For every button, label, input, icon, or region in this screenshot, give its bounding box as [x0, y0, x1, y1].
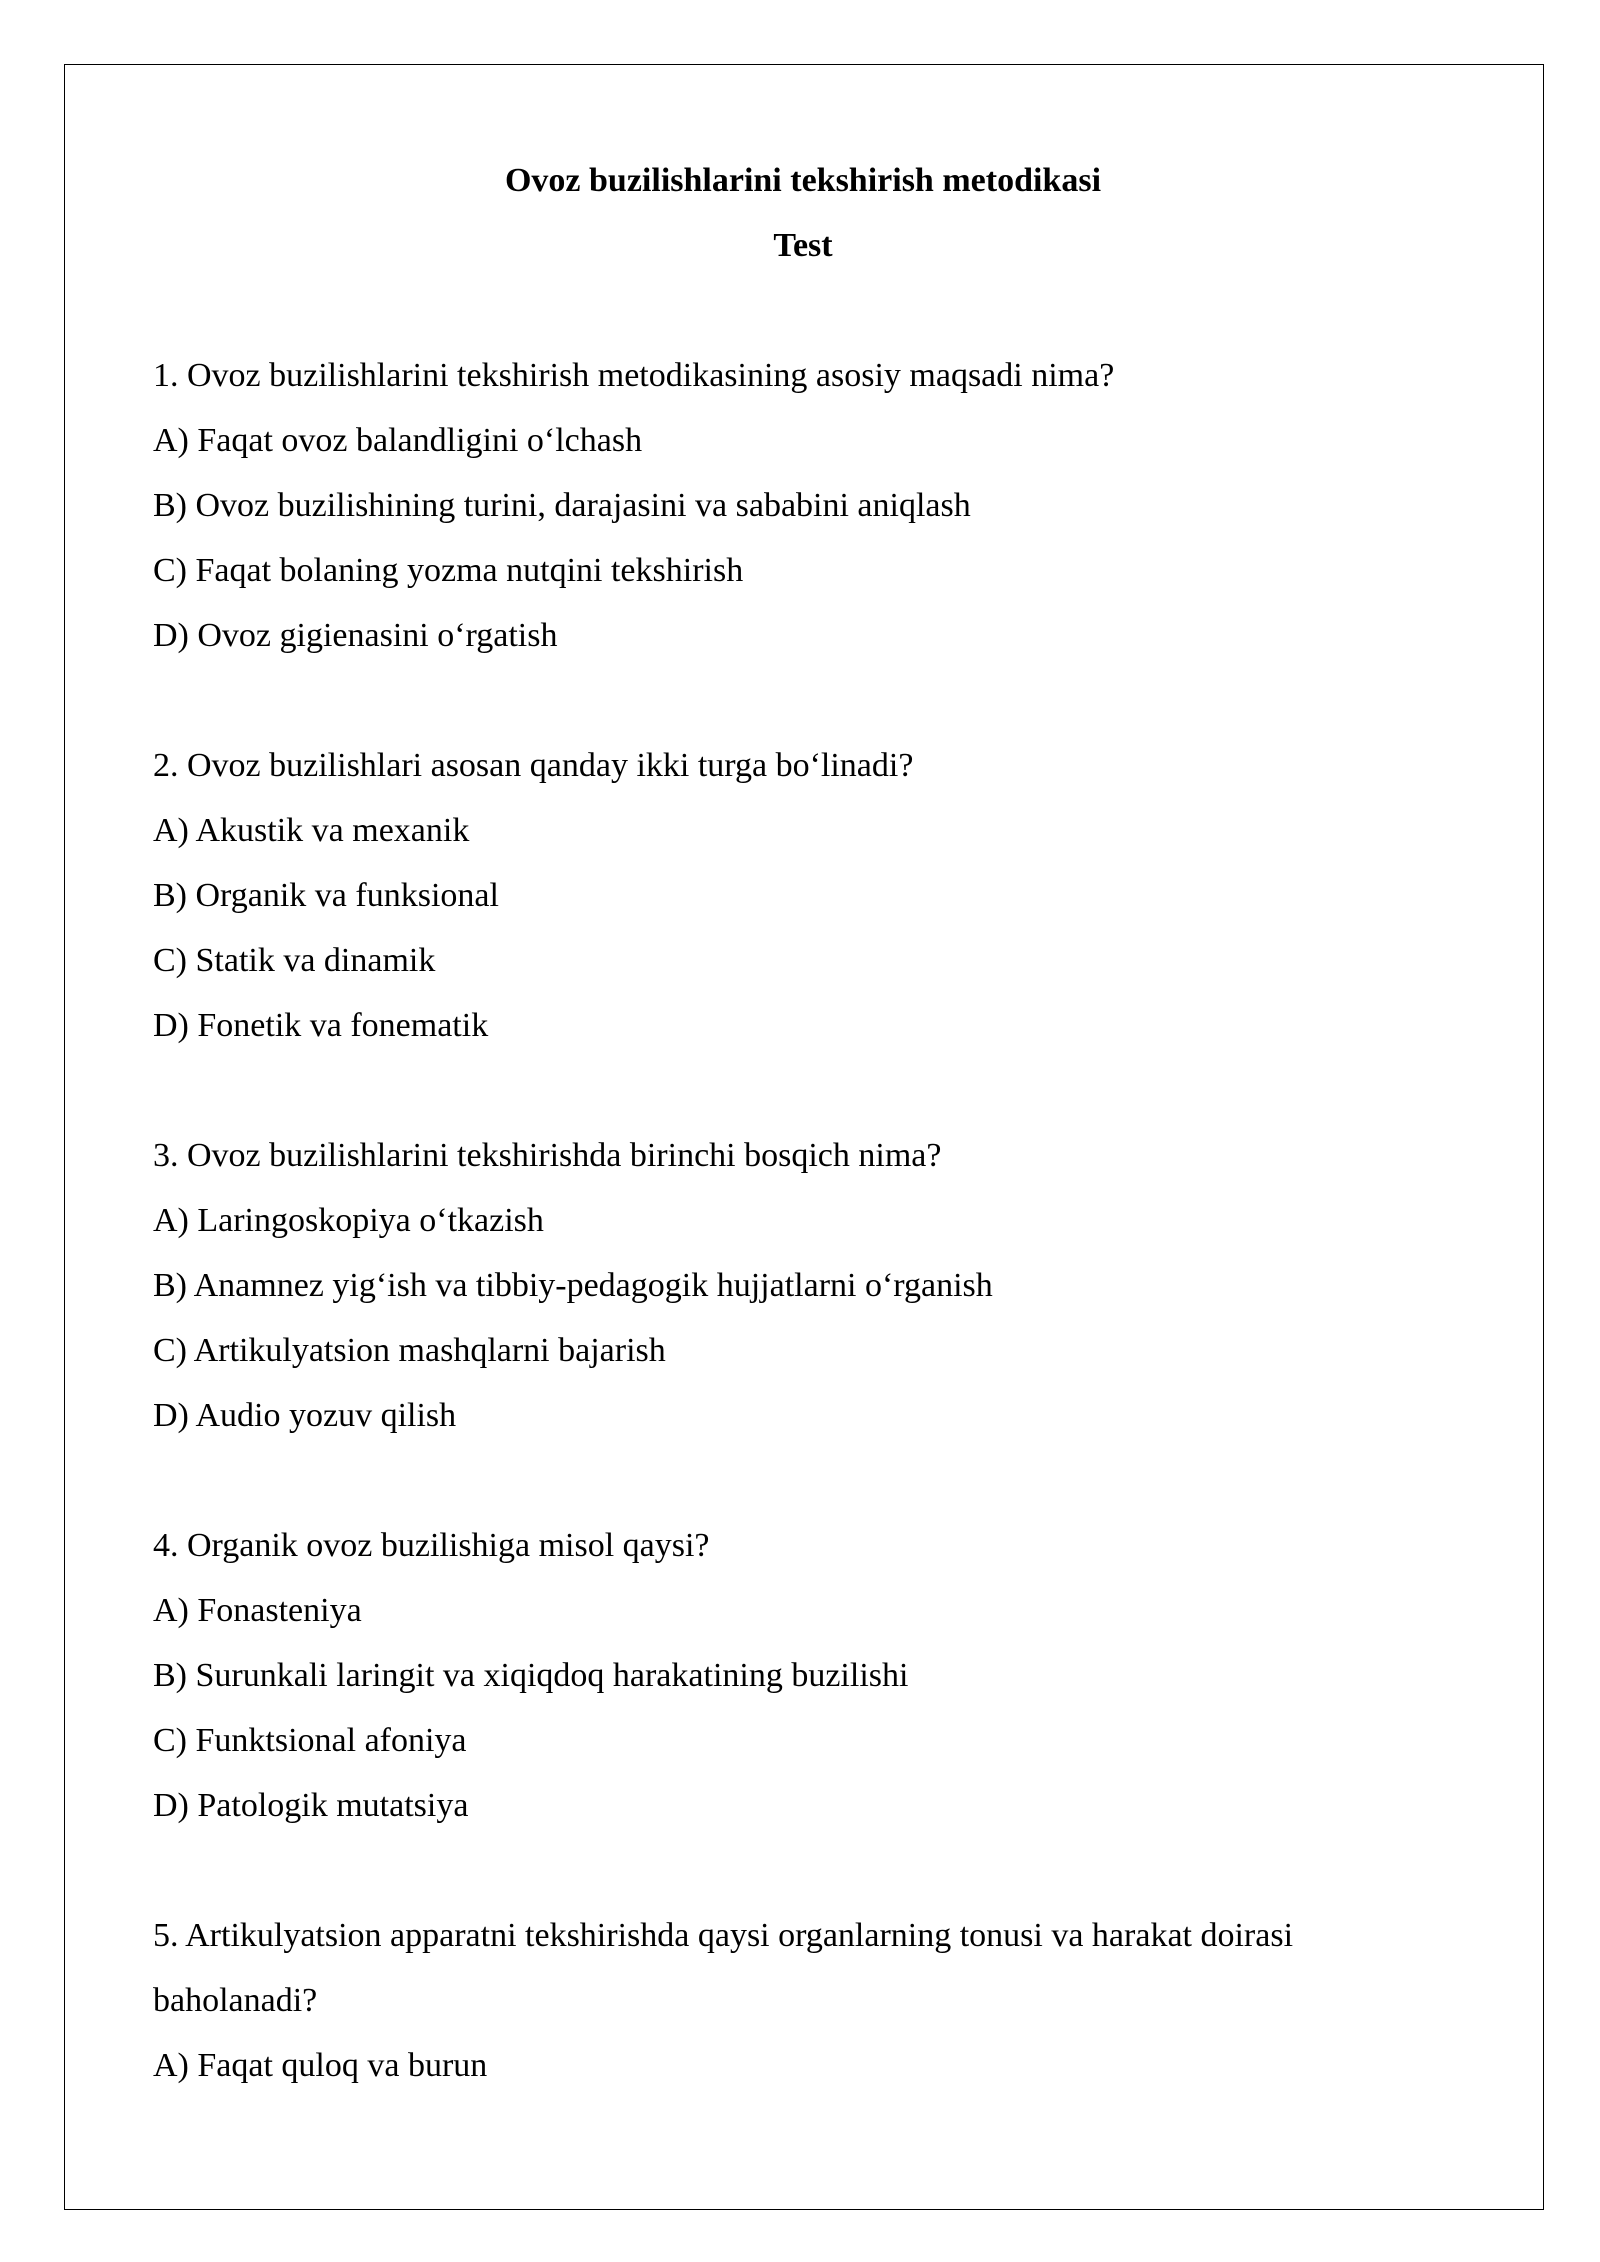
answer-option-b: B) Anamnez yig‘ish va tibbiy-pedagogik hujjatlarni o‘rganish	[153, 1267, 993, 1304]
answer-option-b: B) Surunkali laringit va xiqiqdoq harakatining buzilishi	[153, 1657, 909, 1694]
answer-option-d: D) Fonetik va fonematik	[153, 1007, 489, 1044]
question-4	[153, 1513, 1433, 1838]
document-body	[153, 148, 1433, 2098]
answer-option-d: D) Ovoz gigienasini o‘rgatish	[153, 617, 558, 654]
answer-option-a: A) Akustik va mexanik	[153, 812, 470, 849]
answer-option-b: B) Ovoz buzilishining turini, darajasini va sababini aniqlash	[153, 487, 971, 524]
question-5	[153, 1903, 1433, 2098]
question-text: 5. Artikulyatsion apparatni tekshirishda qaysi organlarning tonusi va harakat doirasi baholanadi?	[153, 1917, 1294, 2019]
answer-option-c: C) Artikulyatsion mashqlarni bajarish	[153, 1332, 666, 1369]
question-2	[153, 733, 1433, 1058]
answer-option-a: A) Faqat ovoz balandligini o‘lchash	[153, 422, 643, 459]
question-text: 3. Ovoz buzilishlarini tekshirishda birinchi bosqich nima?	[153, 1137, 942, 1174]
answer-option-c: C) Funktsional afoniya	[153, 1722, 467, 1759]
question-1	[153, 343, 1433, 668]
question-text: 1. Ovoz buzilishlarini tekshirish metodikasining asosiy maqsadi nima?	[153, 357, 1115, 394]
answer-option-c: C) Faqat bolaning yozma nutqini tekshirish	[153, 552, 744, 589]
question-text: 4. Organik ovoz buzilishiga misol qaysi?	[153, 1527, 710, 1564]
answer-option-a: A) Laringoskopiya o‘tkazish	[153, 1202, 544, 1239]
answer-option-b: B) Organik va funksional	[153, 877, 499, 914]
document-title: Ovoz buzilishlarini tekshirish metodikasi	[504, 162, 1102, 199]
answer-option-c: C) Statik va dinamik	[153, 942, 436, 979]
question-text: 2. Ovoz buzilishlari asosan qanday ikki turga bo‘linadi?	[153, 747, 914, 784]
question-3	[153, 1123, 1433, 1448]
answer-option-d: D) Patologik mutatsiya	[153, 1787, 469, 1824]
answer-option-a: A) Fonasteniya	[153, 1592, 362, 1629]
answer-option-a: A) Faqat quloq va burun	[153, 2047, 488, 2084]
document-subtitle: Test	[773, 227, 833, 264]
answer-option-d: D) Audio yozuv qilish	[153, 1397, 457, 1434]
